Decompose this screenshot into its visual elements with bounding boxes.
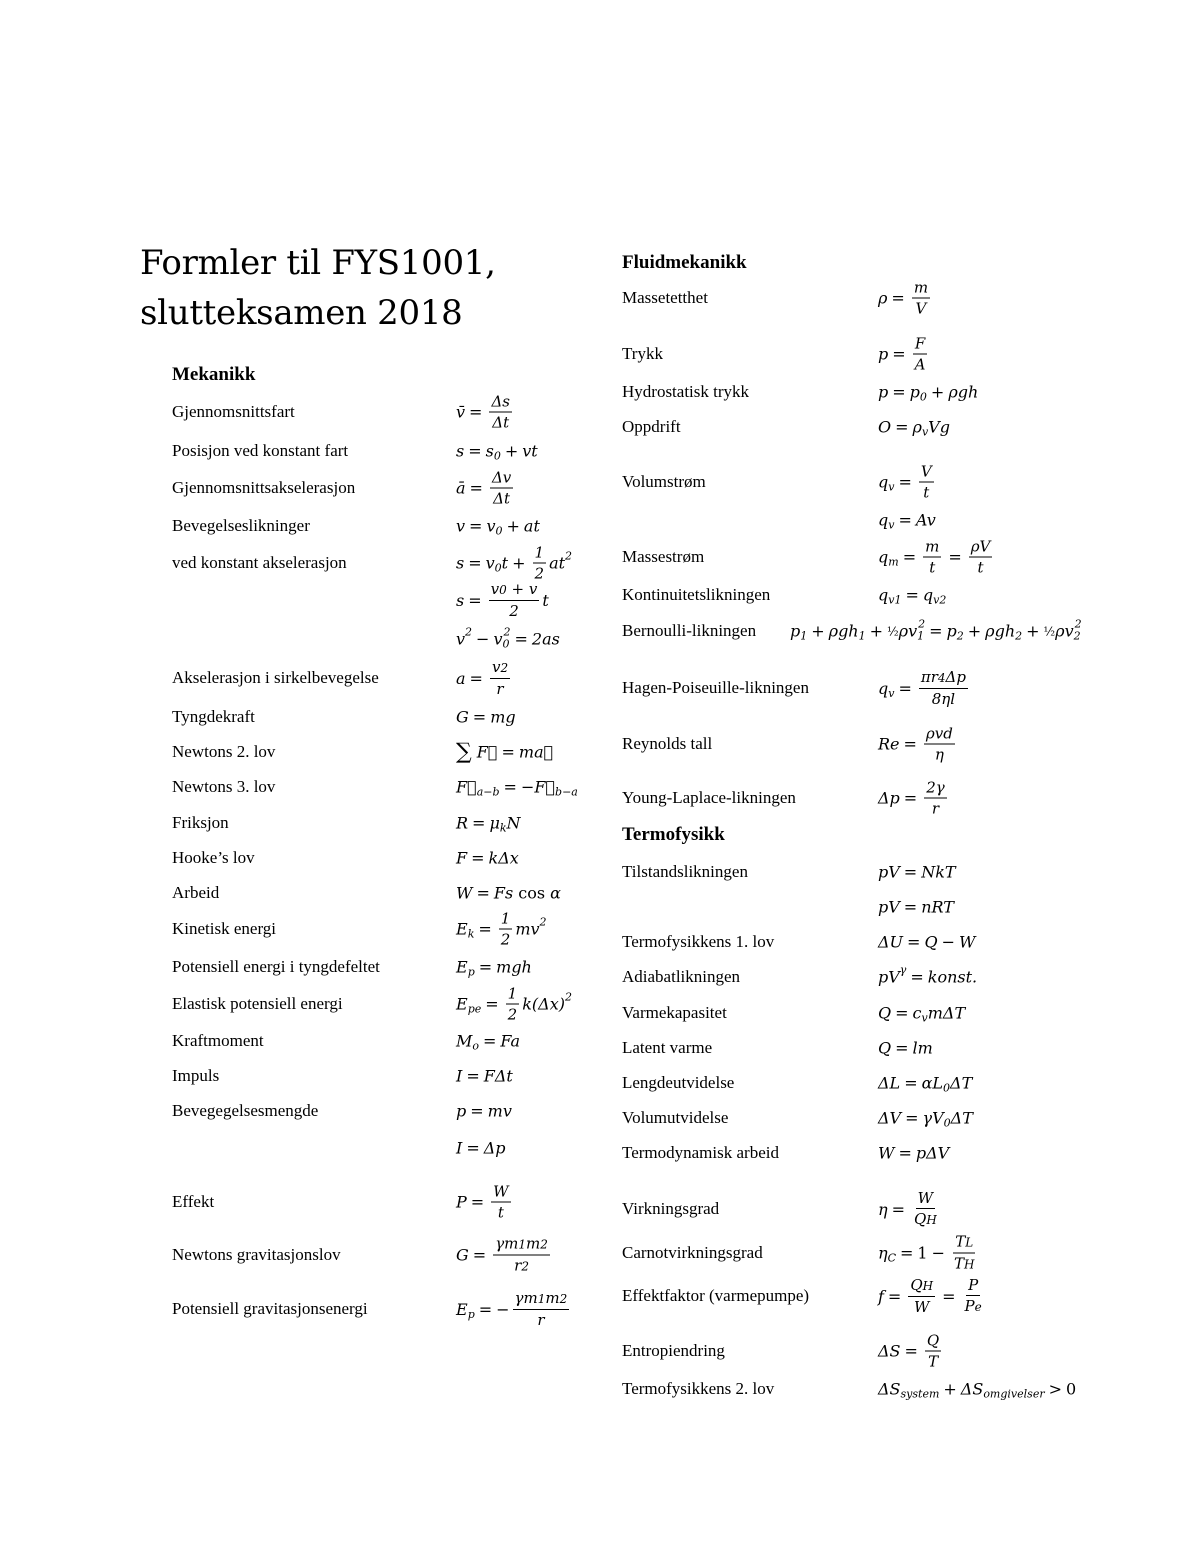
formula-label: Hooke’s lov	[172, 848, 255, 867]
formula-label: Massestrøm	[622, 547, 705, 566]
formula: q v1 = q v2	[878, 585, 947, 607]
formula-label: Bevegegelsesmengde	[172, 1101, 319, 1120]
formula: η C = 1 − $\frac{TL}{TH}$	[878, 1232, 975, 1273]
formula: Δp = $\frac{2\gamma}{r}$	[878, 778, 945, 818]
formula-label: Adiabatlikningen	[622, 967, 741, 986]
formula-label: Trykk	[622, 344, 663, 363]
formula: M o = Fa	[456, 1031, 520, 1053]
formula: s = v 0 t + $\frac{1}{2}$ at 2	[456, 543, 573, 583]
formula-label: Termodynamisk arbeid	[622, 1143, 779, 1162]
formula-label: Oppdrift	[622, 417, 681, 436]
formula: s = $\frac{v0 + v}{2}$ t	[456, 580, 549, 620]
formula: q m = $\frac{m}{t}$ = $\frac{\rho V}{t}$	[878, 537, 991, 577]
formula-label: Varmekapasitet	[622, 1003, 727, 1022]
formula: v = v 0 + at	[456, 516, 540, 538]
formula: O = ρ v Vg	[878, 417, 950, 439]
formula-label: Lengdeutvidelse	[622, 1073, 735, 1092]
formula: p = $\frac{F}{A}$	[878, 334, 926, 374]
formula: q v = $\frac{\pi r4\Delta p}{8\eta l}$	[878, 668, 966, 708]
formula: Q = c v mΔT	[878, 1003, 966, 1025]
formula-label: Termofysikkens 1. lov	[622, 932, 775, 951]
formula-label: Volumutvidelse	[622, 1108, 729, 1127]
formula: E k = $\frac{1}{2}$ mv 2	[456, 909, 547, 949]
formula: I = FΔt	[456, 1066, 513, 1086]
formula: q v = Av	[878, 510, 936, 532]
formula: f = $\frac{QH}{W}$ = $\frac{P}{Pe}$	[878, 1276, 982, 1316]
formula-label: ved konstant akselerasjon	[172, 553, 347, 572]
formula-label: Massetetthet	[622, 288, 708, 307]
formula: Q = lm	[878, 1038, 933, 1058]
formula: G = $\frac{\gamma m1m2}{r2}$	[456, 1234, 548, 1275]
formula: ρ = $\frac{m}{V}$	[878, 278, 929, 318]
formula-label: Newtons gravitasjonslov	[172, 1245, 341, 1264]
section-heading-fluidmekanikk: Fluidmekanikk	[622, 252, 747, 273]
formula: s = s 0 + vt	[456, 441, 538, 463]
formula-label: Virkningsgrad	[622, 1199, 720, 1218]
formula-label: Impuls	[172, 1066, 220, 1085]
formula: ā = $\frac{\Delta v}{\Delta t}$	[456, 468, 512, 508]
formula-label: Effektfaktor (varmepumpe)	[622, 1286, 810, 1305]
formula: G = mg	[456, 707, 516, 727]
formula: Re = $\frac{\text{ρvd}}{\eta}$	[878, 724, 953, 764]
formula: v 2 − v 0 2 = 2as	[456, 625, 560, 651]
formula: ΔS system + ΔS omgivelser > 0	[878, 1379, 1077, 1401]
formula-label: Posisjon ved konstant fart	[172, 441, 349, 460]
formula: ΔL = αL 0 ΔT	[878, 1073, 973, 1095]
formula: ΔU = Q − W	[878, 932, 976, 952]
formula-label: Gjennomsnittsfart	[172, 402, 295, 421]
formula-label: Friksjon	[172, 813, 229, 832]
formula: ΔS = $\frac{Q}{T}$	[878, 1331, 940, 1371]
section-heading-mekanikk: Mekanikk	[172, 364, 256, 385]
formula-label: Reynolds tall	[622, 734, 713, 753]
formula: W = pΔV	[878, 1143, 950, 1163]
formula: v̄ = $\frac{\Delta s}{\Delta t}$	[456, 392, 510, 432]
formula: p 1 + ρgh 1 + ½ ρv 1 2 = p 2 + ρgh 2 + ½ ρv 2 2	[790, 617, 1082, 643]
formula-label: Gjennomsnittsakselerasjon	[172, 478, 356, 497]
formula-label: Effekt	[172, 1192, 215, 1211]
formula: I = Δp	[456, 1138, 506, 1158]
formula: W = Fs cos α	[456, 883, 561, 903]
formula: p = mv	[456, 1101, 512, 1121]
formula-label: Carnotvirkningsgrad	[622, 1243, 763, 1262]
formula: p = p 0 + ρgh	[878, 382, 979, 404]
formula: η = $\frac{W}{QH}$	[878, 1189, 937, 1228]
formula-label: Newtons 2. lov	[172, 742, 276, 761]
formula-label: Potensiell gravitasjonsenergi	[172, 1299, 368, 1318]
formula: pV = NkT	[878, 862, 956, 882]
formula-label: Latent varme	[622, 1038, 713, 1057]
formula-label: Newtons 3. lov	[172, 777, 276, 796]
formula: pV γ = konst.	[878, 963, 978, 987]
formula-label: Arbeid	[172, 883, 220, 902]
formula-label: Tilstandslikningen	[622, 862, 748, 881]
formula-label: Young-Laplace-likningen	[622, 788, 796, 807]
formula: pV = nRT	[878, 897, 954, 917]
formula-label: Akselerasjon i sirkelbevegelse	[172, 668, 379, 687]
formula: a = $\frac{v2}{r}$	[456, 658, 509, 698]
formula-label: Potensiell energi i tyngdefeltet	[172, 957, 380, 976]
formula-label: Kinetisk energi	[172, 919, 277, 938]
formula: ΔV = γV 0 ΔT	[878, 1108, 973, 1130]
formula-label: Hagen-Poiseuille-likningen	[622, 678, 809, 697]
formula-label: Volumstrøm	[622, 472, 706, 491]
formula: ∑ F⃗ = ma⃗	[456, 739, 554, 765]
formula-label: Hydrostatisk trykk	[622, 382, 750, 401]
formula-label: Entropiendring	[622, 1341, 725, 1360]
formula-label: Kontinuitetslikningen	[622, 585, 771, 604]
formula-label: Termofysikkens 2. lov	[622, 1379, 775, 1398]
formula: F = kΔx	[456, 848, 519, 868]
formula-label: Bernoulli-likningen	[622, 621, 757, 640]
formula-label: Elastisk potensiell energi	[172, 994, 343, 1013]
formula: F⃗ a−b = −F⃗ b−a	[456, 777, 578, 799]
formula-label: Kraftmoment	[172, 1031, 264, 1050]
formula: q v = $\frac{V}{t}$	[878, 462, 932, 502]
formula: E p = mgh	[456, 957, 532, 979]
formula: R = μ k N	[456, 813, 521, 835]
section-heading-termofysikk: Termofysikk	[622, 824, 725, 845]
page-title: Formler til FYS1001, slutteksamen 2018	[140, 243, 496, 333]
formula: E p = − $\frac{\gamma m1m2}{r}$	[456, 1289, 568, 1329]
formula-label: Tyngdekraft	[172, 707, 255, 726]
formula: P = $\frac{W}{t}$	[456, 1182, 509, 1222]
formula-label: Bevegelseslikninger	[172, 516, 310, 535]
formula: E pe = $\frac{1}{2}$ k(Δx) 2	[456, 984, 572, 1024]
